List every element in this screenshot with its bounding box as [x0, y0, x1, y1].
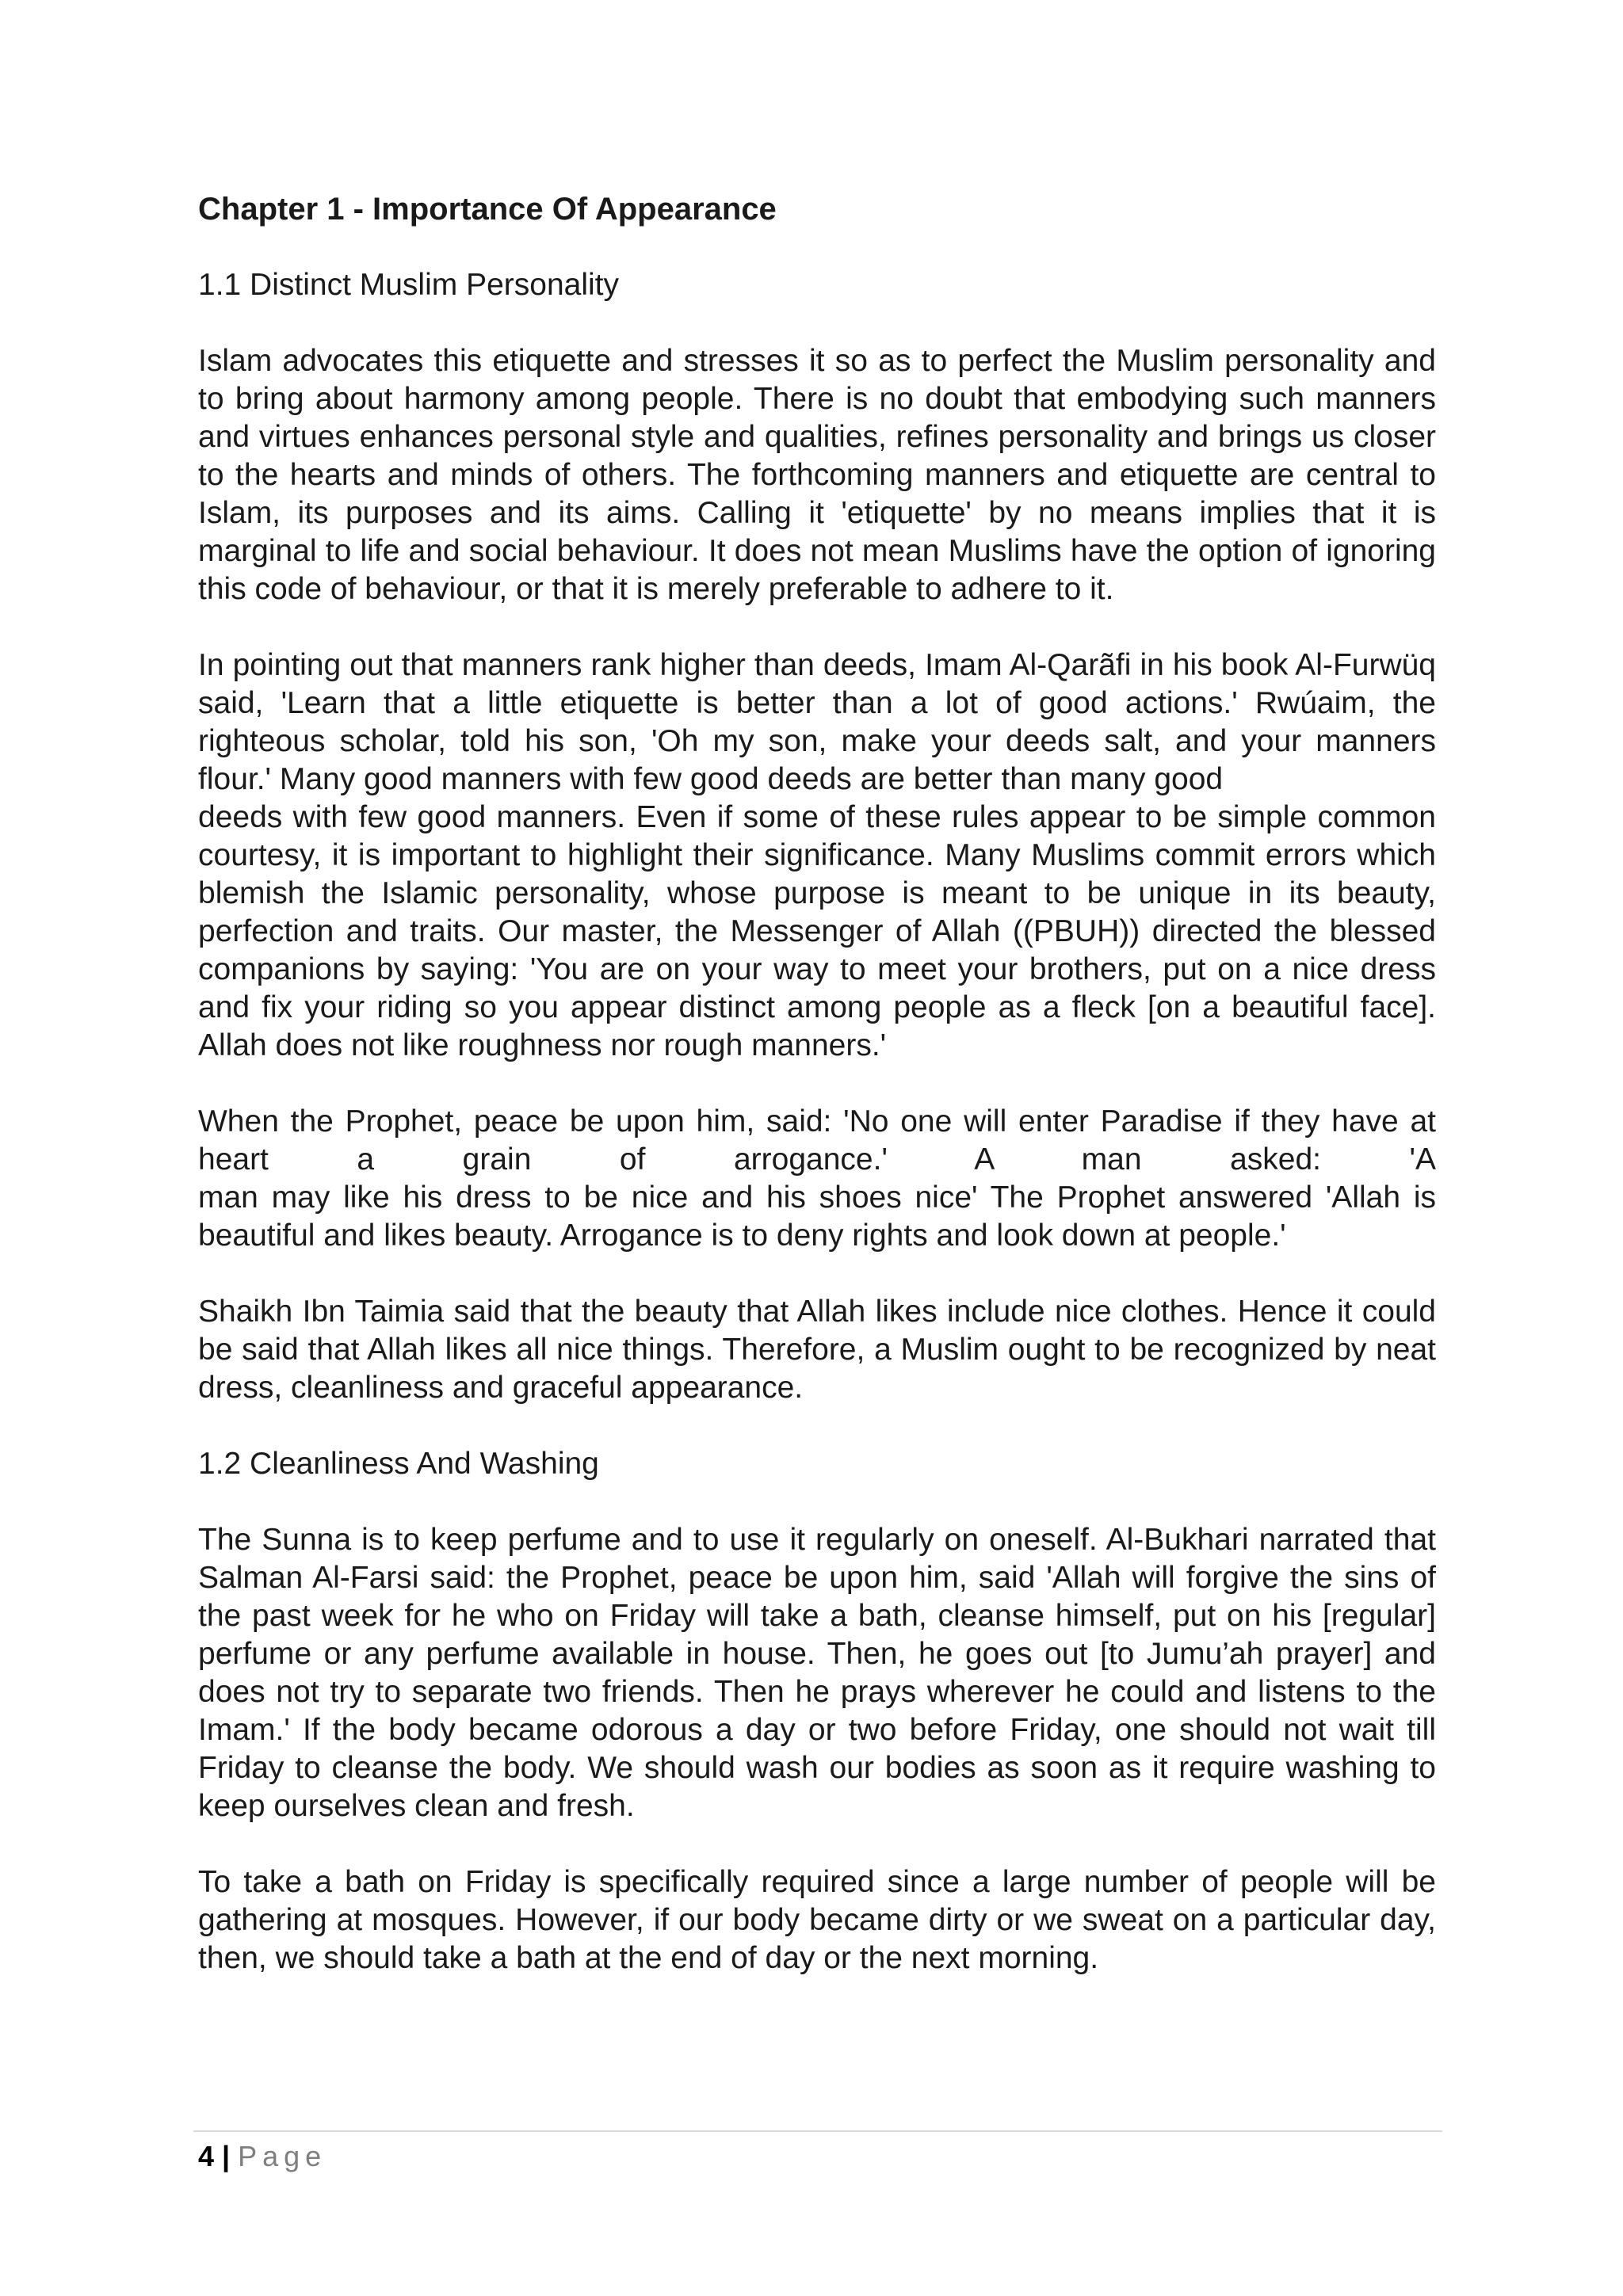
section-heading: 1.2 Cleanliness And Washing	[198, 1447, 599, 1481]
document-page	[198, 190, 1436, 1978]
paragraph: To take a bath on Friday is specifically required since a large number of people will be gathering at mosques. However, if our body became dirty or we sweat on a particular day, then, we should take a bath at the end of day or the next morning.	[198, 1865, 1436, 1975]
paragraph: In pointing out that manners rank higher than deeds, Imam Al-Qarãfi in his book Al-Furwüq said, 'Learn that a little etiquette is better than a lot of good actions.' Rwúaim, the righteous scholar, told his son, 'Oh my son, make your deeds salt, and your manners flour.' Many good manners with few good deeds are better than many good	[198, 648, 1436, 796]
footer-separator: |	[222, 2140, 231, 2172]
chapter-title: Chapter 1 - Importance Of Appearance	[198, 192, 777, 227]
paragraph: The Sunna is to keep perfume and to use it regularly on oneself. Al-Bukhari narrated that Salman Al-Farsi said: the Prophet, peace be upon him, said 'Allah will forgive the sins of the past week for he who on Friday will take a bath, cleanse himself, put on his [regular] perfume or any perfume available in house. Then, he goes out [to Jumu’ah prayer] and does not try to separate two friends. Then he prays wherever he could and listens to the Imam.' If the body became odorous a day or two before Friday, one should not wait till Friday to cleanse the body. We should wash our bodies as soon as it require washing to keep ourselves clean and fresh.	[198, 1523, 1436, 1823]
paragraph: When the Prophet, peace be upon him, said: 'No one will enter Paradise if they have at heart a grain of arrogance.' A man asked: 'A	[198, 1104, 1436, 1177]
section-heading: 1.1 Distinct Muslim Personality	[198, 268, 619, 302]
section-cleanliness-washing	[198, 1445, 1436, 1978]
paragraph: man may like his dress to be nice and his shoes nice' The Prophet answered 'Allah is beautiful and likes beauty. Arrogance is to deny rights and look down at people.'	[198, 1180, 1436, 1253]
paragraph: Islam advocates this etiquette and stresses it so as to perfect the Muslim personality and to bring about harmony among people. There is no doubt that embodying such manners and virtues enhances personal style and qualities, refines personality and brings us closer to the hearts and minds of others. The forthcoming manners and etiquette are central to Islam, its purposes and its aims. Calling it 'etiquette' by no means implies that it is marginal to life and social behaviour. It does not mean Muslims have the option of ignoring this code of behaviour, or that it is merely preferable to adhere to it.	[198, 344, 1436, 606]
section-distinct-personality	[198, 266, 1436, 1407]
page-number: 4	[198, 2140, 215, 2172]
paragraph: Shaikh Ibn Taimia said that the beauty that Allah likes include nice clothes. Hence it could be said that Allah likes all nice things. Therefore, a Muslim ought to be recognized by neat dress, cleanliness and graceful appearance.	[198, 1295, 1436, 1405]
page-footer	[198, 2139, 327, 2174]
footer-divider	[193, 2130, 1442, 2132]
page-label: Page	[238, 2140, 327, 2172]
paragraph: deeds with few good manners. Even if some of these rules appear to be simple common courtesy, it is important to highlight their significance. Many Muslims commit errors which blemish the Islamic personality, whose purpose is meant to be unique in its beauty, perfection and traits. Our master, the Messenger of Allah ((PBUH)) directed the blessed companions by saying: 'You are on your way to meet your brothers, put on a nice dress and fix your riding so you appear distinct among people as a fleck [on a beautiful face]. Allah does not like roughness nor rough manners.'	[198, 800, 1436, 1062]
